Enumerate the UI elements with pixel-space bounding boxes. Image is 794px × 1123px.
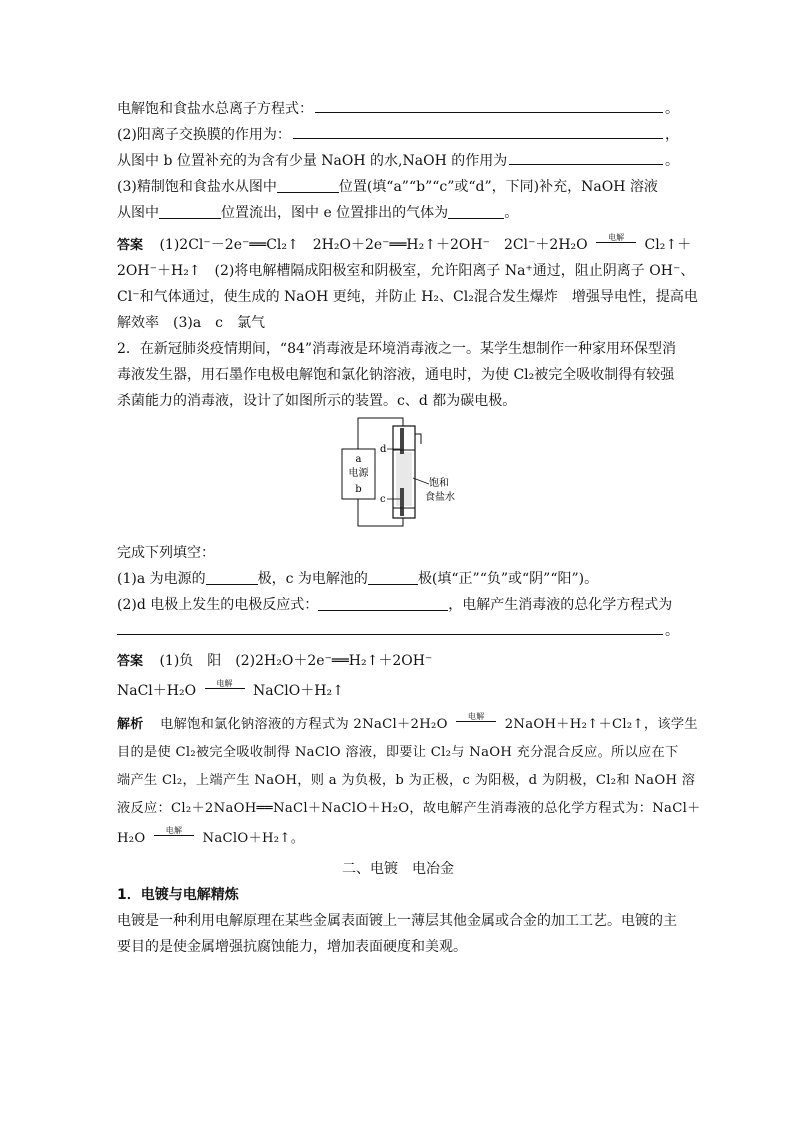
section-paragraph-line-1 [117, 908, 679, 934]
answer-blank[interactable] [206, 570, 258, 585]
text: 从图中 b 位置补充的为含有少量 NaOH 的水,NaOH 的作用为 [117, 153, 508, 169]
apparatus-figure [117, 414, 679, 530]
text: 杀菌能力的消毒液，设计了如图所示的装置。c、d 都为碳电极。 [117, 393, 517, 409]
answer2-line-1 [117, 648, 679, 674]
power-supply-label: 电源 [348, 468, 369, 479]
text: 2．在新冠肺炎疫情期间，“84”消毒液是环境消毒液之一。某学生想制作一种家用环保型消 [117, 341, 677, 357]
terminal-a-label: a [355, 454, 362, 465]
text: 目的是使 Cl₂被完全吸收制得 NaClO 溶液，即要让 Cl₂与 NaOH 充分混合反应。所以应在下 [117, 745, 679, 760]
answer-blank[interactable] [315, 98, 663, 113]
text: NaClO＋H₂↑。 [202, 831, 305, 846]
section-heading: 二、电镀 电冶金 [342, 861, 454, 877]
q2-line-3 [117, 388, 679, 414]
q2-line-7 [117, 618, 679, 644]
text: (1)2Cl⁻－2e⁻══Cl₂↑ 2H₂O＋2e⁻══H₂↑＋2OH⁻ 2Cl⁻＋2H₂O [159, 237, 588, 253]
answer1-line-4 [117, 310, 679, 336]
q2-line-4 [117, 540, 679, 566]
answer-label: 答案 [117, 654, 144, 669]
answer2-line-2 [117, 678, 679, 704]
answer-blank[interactable] [368, 570, 418, 585]
text: (2)d 电极上发生的电极反应式： [117, 597, 319, 613]
answer-blank[interactable] [318, 596, 448, 611]
text: 极(填“正”“负”或“阴”“阳”)。 [417, 571, 599, 587]
analysis-line-4 [117, 796, 701, 822]
q1-line-1 [117, 96, 679, 122]
electrode-c [400, 488, 404, 516]
answer1-line-3 [117, 284, 698, 310]
text: 解效率 (3)a c 氯气 [117, 315, 266, 331]
solution-label-1: 饱和 [429, 478, 449, 489]
electrolysis-condition [205, 680, 245, 694]
text: 毒液发生器，用石墨作电极电解饱和氯化钠溶液，通电时，为使 Cl₂被完全吸收制得有较强 [117, 367, 675, 383]
text: H₂O [117, 831, 146, 846]
text: 。 [665, 153, 679, 169]
solution-label-2: 食盐水 [425, 492, 455, 503]
answer-blank[interactable] [117, 620, 663, 635]
text: (2)阳离子交换膜的作用为： [117, 127, 291, 143]
q1-line-2 [117, 122, 679, 148]
text: Cl₂↑＋ [644, 237, 692, 253]
text: 2OH⁻＋H₂↑ (2)将电解槽隔成阳极室和阴极室，允许阳离子 Na⁺通过，阻止阴离子 OH⁻、 [117, 263, 695, 279]
text: (3)精制饱和食盐水从图中 [117, 179, 277, 195]
text: 电镀是一种利用电解原理在某些金属表面镀上一薄层其他金属或合金的加工工艺。电镀的主 [117, 913, 677, 929]
subsection-title [117, 882, 679, 908]
terminal-b-label: b [355, 484, 362, 495]
text: 完成下列填空： [117, 545, 215, 561]
text: NaClO＋H₂↑ [253, 683, 344, 699]
text: 。 [665, 101, 679, 117]
text: ， [665, 127, 679, 143]
condition-label: 电解 [165, 826, 183, 835]
answer1-line-2 [117, 258, 695, 284]
analysis-line-2 [117, 740, 679, 766]
answer-blank[interactable] [159, 204, 221, 219]
q1-line-4 [117, 174, 679, 200]
condition-label: 电解 [467, 712, 485, 721]
section-paragraph-line-2 [117, 934, 679, 960]
text: ，电解产生消毒液的总化学方程式为 [448, 597, 673, 613]
answer-blank[interactable] [509, 150, 663, 165]
electrode-d-label: d [380, 444, 387, 455]
q2-line-5 [117, 566, 679, 592]
answer-blank[interactable] [448, 204, 504, 219]
text: 端产生 Cl₂，上端产生 NaOH，则 a 为负极，b 为正极，c 为阳极，d 为阴极，Cl₂和 NaOH 溶 [117, 773, 696, 788]
text: 电解饱和食盐水总离子方程式： [117, 101, 313, 117]
answer-label: 答案 [117, 238, 144, 253]
electrolysis-condition [154, 827, 194, 841]
q1-line-5 [117, 200, 679, 226]
section-title [117, 856, 679, 882]
text: 位置流出，图中 e 位置排出的气体为 [221, 205, 449, 221]
text: 。 [504, 205, 519, 221]
text: 位置(填“a”“b”“c”或“d”，下同)补充，NaOH 溶液 [338, 179, 658, 195]
outlet-tube [415, 434, 421, 444]
analysis-line-5 [117, 826, 679, 852]
q2-line-1 [117, 336, 679, 362]
q1-line-3 [117, 148, 679, 174]
answer-blank[interactable] [277, 178, 339, 193]
electrolysis-condition [456, 713, 496, 727]
analysis-line-1 [117, 712, 698, 738]
subsection-heading: 1．电镀与电解精炼 [117, 887, 239, 903]
text: Cl⁻和气体通过，使生成的 NaOH 更纯，并防止 H₂、Cl₂混合发生爆炸 增强导电性，提高电 [117, 289, 698, 305]
text: 要目的是使金属增强抗腐蚀能力，增加表面硬度和美观。 [117, 939, 467, 955]
text: 电解饱和氯化钠溶液的方程式为 2NaCl＋2H₂O [160, 717, 448, 732]
q2-line-6 [117, 592, 679, 618]
q2-line-2 [117, 362, 679, 388]
text: 。 [665, 623, 679, 639]
analysis-label: 解析 [117, 717, 144, 732]
apparatus-diagram [117, 414, 679, 530]
analysis-line-3 [117, 768, 696, 794]
condition-label: 电解 [216, 679, 233, 688]
condition-label: 电解 [608, 233, 625, 242]
text: 2NaOH＋H₂↑＋Cl₂↑，该学生 [504, 717, 698, 732]
text: (1)负 阳 (2)2H₂O＋2e⁻══H₂↑＋2OH⁻ [159, 653, 433, 669]
electrolysis-condition [596, 234, 636, 248]
text: 从图中 [117, 205, 159, 221]
text: (1)a 为电源的 [117, 571, 206, 587]
text: 极，c 为电解池的 [257, 571, 368, 587]
text: NaCl＋H₂O [117, 683, 197, 699]
electrode-c-label: c [380, 494, 386, 505]
text: 液反应：Cl₂＋2NaOH══NaCl＋NaClO＋H₂O，故电解产生消毒液的总化学方程式为：NaCl＋ [117, 801, 701, 816]
answer1-line-1 [117, 232, 692, 258]
answer-blank[interactable] [293, 124, 663, 139]
document-page [117, 96, 701, 960]
